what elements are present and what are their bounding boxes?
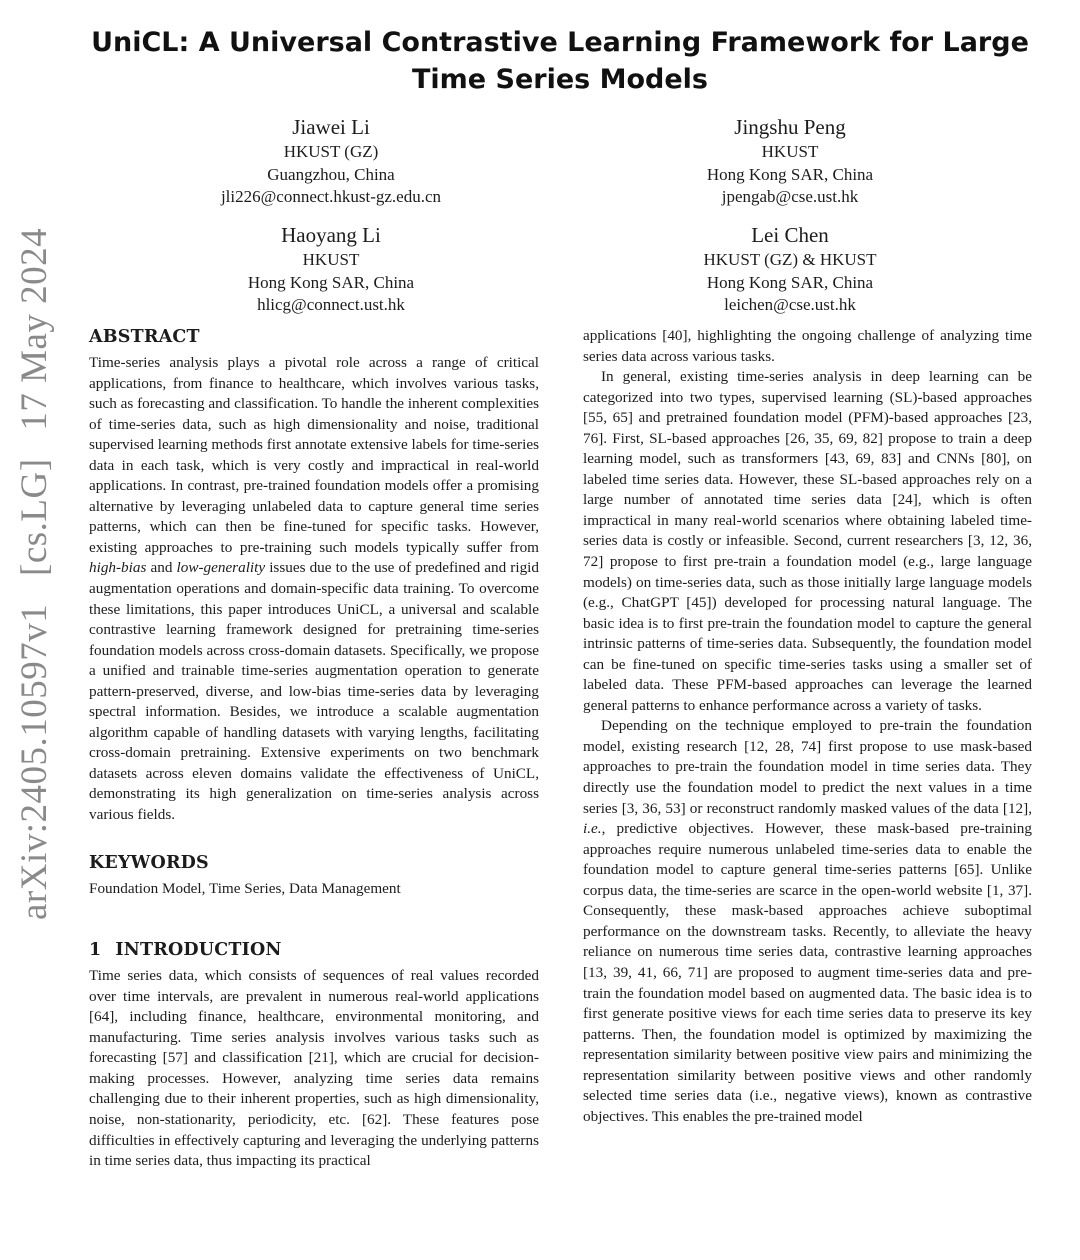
author-location: Hong Kong SAR, China [247, 272, 415, 292]
keywords-text: Foundation Model, Time Series, Data Management [89, 879, 401, 897]
author-affiliation: HKUST [302, 250, 360, 269]
emphasis-low-generality: low-generality [176, 559, 266, 577]
author-email: hlicg@connect.ust.hk [257, 295, 405, 314]
intro-paragraph-1: Time series data, which consists of sequences of real values recorded over time intervals, are prevalent in numerous real-world applications [64], including finance, healthcare, environmental monitoring, and manufacturing. Time series analysis involves various tasks such as forecasting [57] and classification [21], which are crucial for decision-making processes. However, analyzing time series data remains challenging due to their inherent properties, such as high dimensionality, noise, non-stationarity, periodicity, etc. [62]. These features pose difficulties in effectively capturing and leveraging the underlying patterns in time series data, thus impacting its practical [89, 967, 539, 1170]
author-location: Guangzhou, China [267, 164, 395, 184]
author-affiliation: HKUST (GZ) & HKUST [703, 250, 877, 269]
author-block [590, 222, 990, 317]
author-name: Jingshu Peng [734, 115, 846, 139]
author-email: leichen@cse.ust.hk [724, 295, 856, 314]
author-name: Lei Chen [751, 223, 829, 247]
author-block [131, 222, 531, 317]
author-block [590, 114, 990, 209]
intro-paragraph-3: Depending on the technique employed to pre-train the foundation model, existing research [12, 28, 74] first propose to use mask-based approaches to pre-train the foundation model in time series data. They directly use the foundation model to predict the next values in a time series [3, 36, 53] or reconstruct randomly masked values of the data [12], i.e., predictive objectives. However, these mask-based pre-training approaches require numerous unlabeled time-series data to enable the foundation model to capture general time-series patterns [65]. Unlike corpus data, the time-series are scarce in the open-world website [1, 37]. Consequently, these mask-based approaches achieve suboptimal performance on the downstream tasks. Recently, to alleviate the heavy reliance on numerous time series data, contrastive learning approaches [13, 39, 41, 66, 71] are proposed to augment time-series data and pre-train the foundation model based on augmented data. The basic idea is to first generate positive views for each time series data to preserve its key patterns. Then, the foundation model is optimized by maximizing the representation similarity between positive view pairs and minimizing the representation similarity between positive views and other randomly selected time series data (i.e., negative views), known as contrastive objectives. This enables the pre-trained model [583, 717, 1032, 1125]
author-location: Hong Kong SAR, China [706, 272, 874, 292]
left-column [89, 326, 539, 1172]
keywords-heading: KEYWORDS [89, 852, 209, 873]
emphasis-high-bias: high-bias [89, 559, 147, 577]
paper-title: UniCL: A Universal Contrastive Learning Framework for Large Time Series Models [91, 27, 1029, 95]
abstract-text: Time-series analysis plays a pivotal role across a range of critical applications, from finance to healthcare, which involves various tasks, such as forecasting and classification. To handle the inherent complexities of time-series data, such as high dimensionality and noise, traditional supervised learning methods first annotate extensive labels for time-series data in each task, which is very costly and impractical in real-world applications. In contrast, pre-trained foundation models offer a promising alternative by leveraging unlabeled data to capture general time series patterns, which can then be fine-tuned for specific tasks. However, existing approaches to pre-training such models typically suffer from high-bias and low-generality issues due to the use of predefined and rigid augmentation operations and domain-specific data training. To overcome these limitations, this paper introduces UniCL, a universal and scalable contrastive learning framework designed for pretraining time-series foundation models across cross-domain datasets. Specifically, we propose a unified and trainable time-series augmentation operation to generate pattern-preserved, diverse, and low-bias time-series data by leveraging spectral information. Besides, we introduce a scalable augmentation algorithm capable of handling datasets with varying lengths, facilitating cross-domain pretraining. Extensive experiments on two benchmark datasets across eleven domains validate the effectiveness of UniCL, demonstrating its high generalization on time-series analysis across various fields. [89, 354, 539, 824]
arxiv-id: arXiv:2405.10597v1 [14, 603, 55, 920]
abstract-heading: ABSTRACT [89, 327, 200, 347]
emphasis-ie: i.e. [583, 820, 602, 838]
author-email: jpengab@cse.ust.hk [721, 187, 859, 206]
intro-paragraph-1-continued: applications [40], highlighting the ongoing challenge of analyzing time series data across various tasks. [583, 327, 1032, 365]
author-affiliation: HKUST [761, 142, 819, 161]
arxiv-category: [cs.LG] [14, 458, 55, 576]
section-number: 1 [89, 940, 102, 961]
arxiv-date: 17 May 2024 [14, 227, 55, 431]
intro-paragraph-2: In general, existing time-series analysis in deep learning can be categorized into two types, supervised learning (SL)-based approaches [55, 65] and pretrained foundation model (PFM)-based approaches [23, 76]. First, SL-based approaches [26, 35, 69, 82] propose to train a deep learning model, such as transformers [43, 69, 83] and CNNs [80], on labeled time series data. However, these SL-based approaches rely on a large number of annotated time series data [24], which is often impractical in many real-world scenarios where obtaining labeled time-series data is costly or infeasible. Second, current researchers [3, 12, 36, 72] propose to first pre-train a foundation model (e.g., large language models) on time-series data, such as those initially large language models (e.g., ChatGPT [45]) developed for processing natural language. The basic idea is to first pre-train the foundation model to capture the general intrinsic patterns of time-series data. Subsequently, the foundation model can be fine-tuned on specific time-series tasks using a smaller set of labeled data. These PFM-based approaches can leverage the learned general patterns to enhance performance across a variety of tasks. [583, 368, 1032, 714]
author-email: jli226@connect.hkust-gz.edu.cn [220, 187, 442, 206]
author-block [131, 114, 531, 209]
section-title: INTRODUCTION [115, 940, 282, 961]
introduction-heading [89, 939, 539, 961]
arxiv-identifier-stamp [13, 220, 57, 920]
author-location: Hong Kong SAR, China [706, 164, 874, 184]
author-name: Jiawei Li [292, 115, 370, 139]
author-name: Haoyang Li [281, 223, 381, 247]
right-column [583, 326, 1032, 1127]
author-affiliation: HKUST (GZ) [283, 142, 379, 161]
